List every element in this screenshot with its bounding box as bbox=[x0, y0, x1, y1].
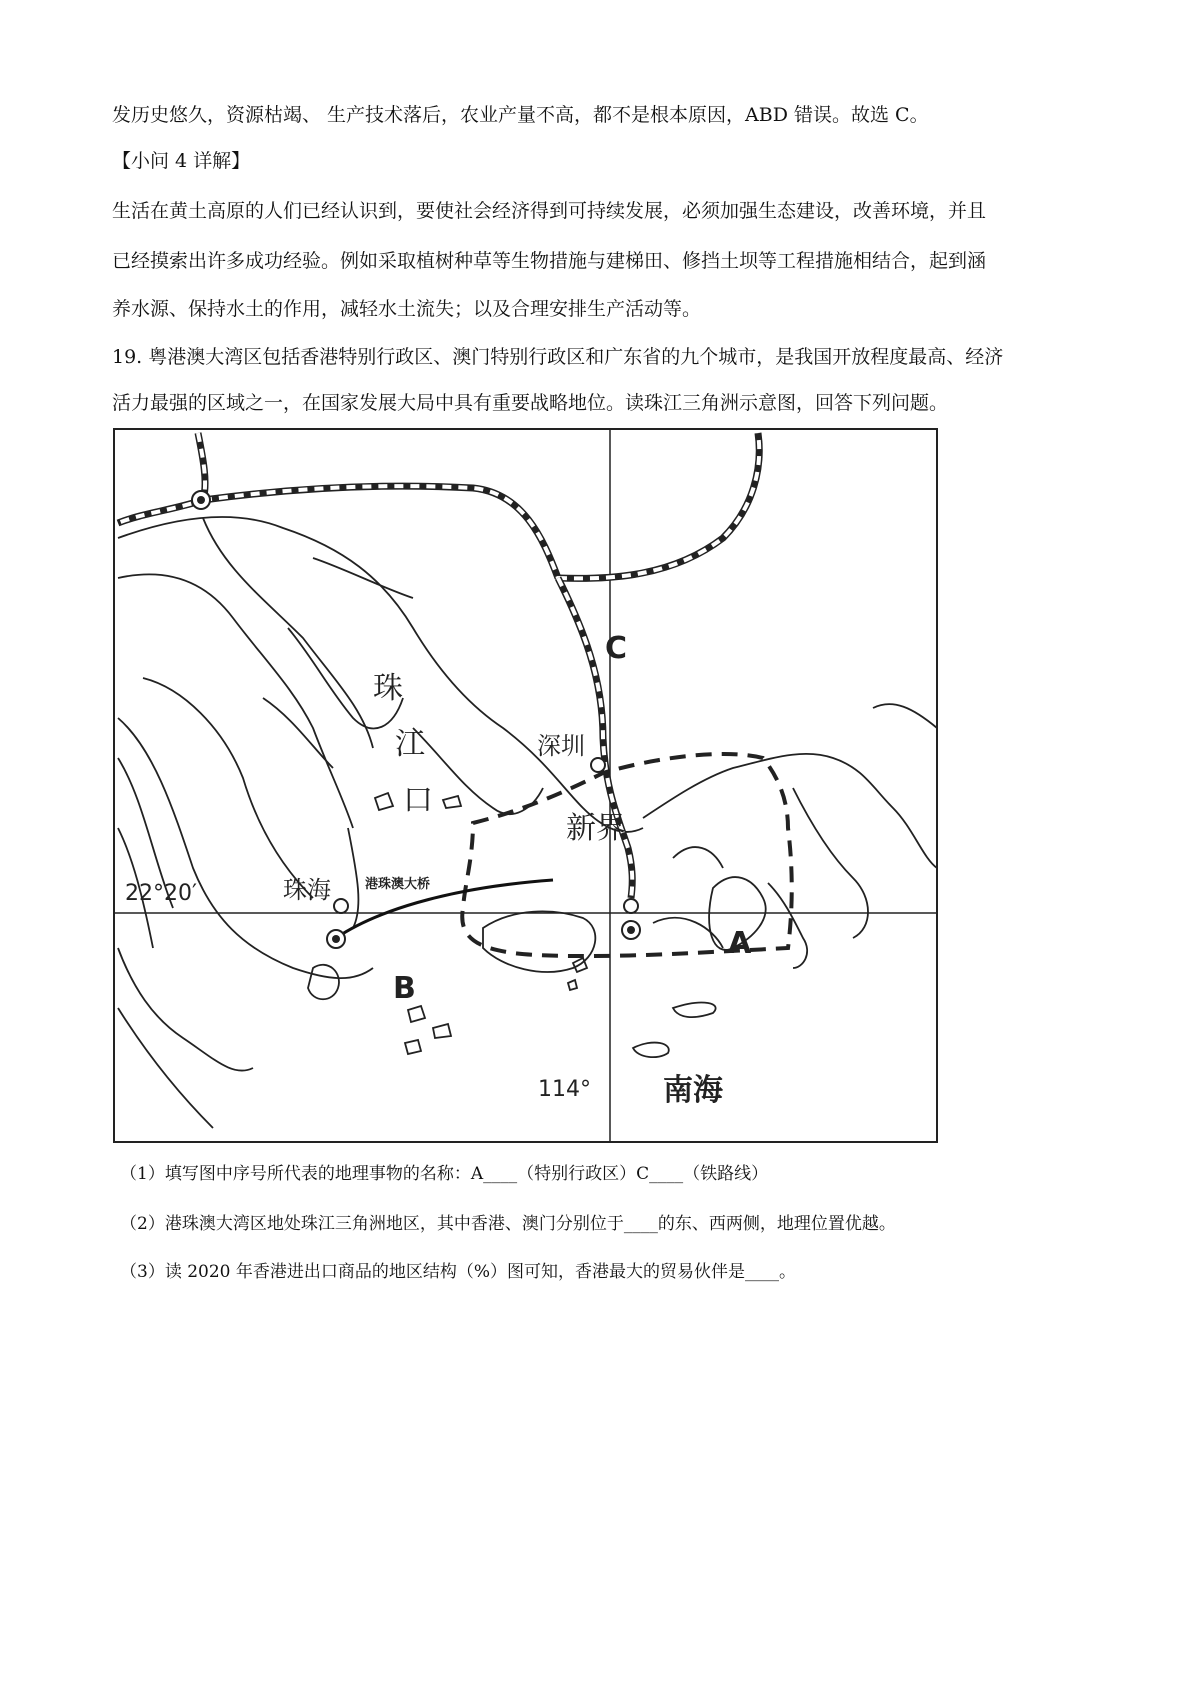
paragraph-line: 养水源、保持水土的作用，减轻水土流失；以及合理安排生产活动等。 bbox=[112, 298, 702, 320]
zhuhai-marker bbox=[334, 899, 348, 913]
paragraph-line: 生活在黄土高原的人们已经认识到，要使社会经济得到可持续发展，必须加强生态建设，改善环境，并且 bbox=[112, 200, 987, 222]
pearl-river-delta-map bbox=[113, 428, 938, 1143]
label-c: C bbox=[605, 631, 628, 666]
answer-line: 发历史悠久，资源枯竭、 生产技术落后，农业产量不高，都不是根本原因，ABD 错误。故选 C。 bbox=[112, 104, 929, 126]
subquestion-4-heading: 【小问 4 详解】 bbox=[112, 150, 251, 172]
label-zhu: 珠 bbox=[373, 671, 403, 706]
label-bridge: 港珠澳大桥 bbox=[365, 877, 431, 892]
subquestion-1: （1）填写图中序号所代表的地理事物的名称：A____（特别行政区）C____（铁路线） bbox=[120, 1164, 769, 1184]
subquestion-3: （3）读 2020 年香港进出口商品的地区结构（%）图可知，香港最大的贸易伙伴是____。 bbox=[120, 1262, 797, 1282]
label-zhuhai: 珠海 bbox=[283, 876, 331, 904]
label-jiang: 江 bbox=[395, 727, 425, 762]
label-a: A bbox=[728, 926, 752, 961]
paragraph-line: 已经摸索出许多成功经验。例如采取植树种草等生物措施与建梯田、修挡土坝等工程措施相结合，起到涵 bbox=[112, 250, 987, 272]
question-19-line: 19. 粤港澳大湾区包括香港特别行政区、澳门特别行政区和广东省的九个城市，是我国开放程度最高、经济 bbox=[112, 346, 1004, 368]
label-kou: 口 bbox=[403, 783, 433, 818]
subquestion-2: （2）港珠澳大湾区地处珠江三角洲地区，其中香港、澳门分别位于____的东、西两侧，地理位置优越。 bbox=[120, 1214, 896, 1234]
label-shenzhen: 深圳 bbox=[537, 732, 585, 760]
shenzhen-marker bbox=[591, 758, 605, 772]
label-b: B bbox=[393, 971, 416, 1006]
label-latitude: 22°20′ bbox=[125, 881, 197, 906]
label-south-sea: 南海 bbox=[663, 1073, 723, 1108]
map-frame bbox=[114, 429, 937, 1142]
question-19-line: 活力最强的区域之一，在国家发展大局中具有重要战略地位。读珠江三角洲示意图，回答下列问题。 bbox=[112, 392, 949, 414]
label-longitude: 114° bbox=[538, 1077, 591, 1102]
xinjie-marker bbox=[624, 899, 638, 913]
label-xinjie: 新界 bbox=[566, 811, 626, 846]
